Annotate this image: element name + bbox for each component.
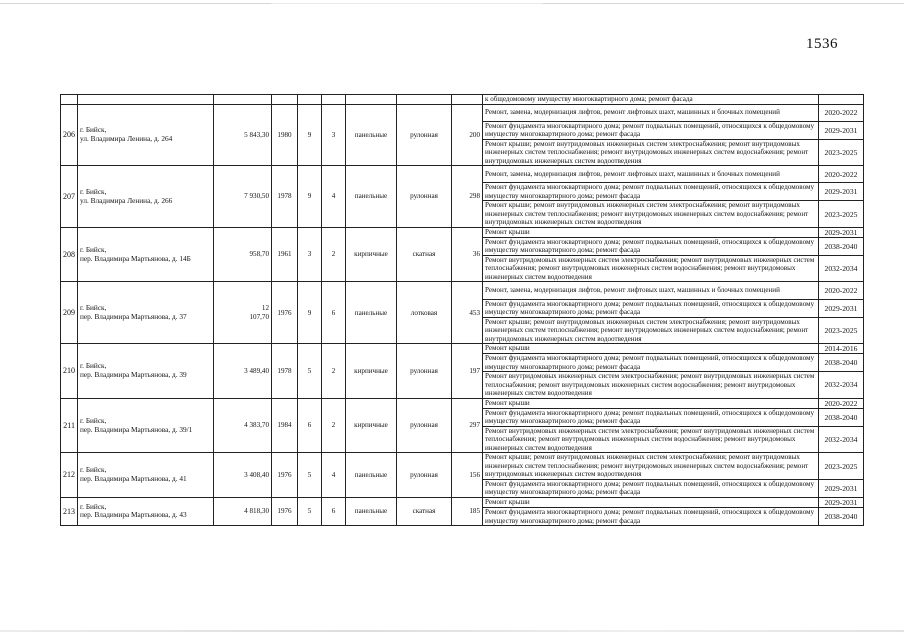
work-period: 2020-2022 [819, 398, 864, 408]
work-description: Ремонт, замена, модернизация лифтов, ремонт лифтовых шахт, машинных и блочных помещений [483, 166, 819, 183]
house-wall-material: панельные [346, 497, 397, 525]
house-year: 1980 [272, 104, 298, 166]
house-area: 7 930,50 [214, 166, 272, 228]
house-address: г. Бийск, пер. Владимира Мартьянова, д. 43 [78, 497, 214, 525]
cell-empty [61, 95, 78, 105]
work-period: 2020-2022 [819, 104, 864, 121]
house-wall-material: панельные [346, 166, 397, 228]
house-address: г. Бийск, пер. Владимира Мартьянова, д. 14Б [78, 227, 214, 282]
work-period: 2038-2040 [819, 237, 864, 255]
work-period: 2032-2034 [819, 426, 864, 453]
house-apartments: 197 [452, 344, 483, 399]
house-entrances: 6 [322, 497, 346, 525]
work-description: Ремонт крыши [483, 497, 819, 507]
cell-empty [298, 95, 322, 105]
cell-empty [397, 95, 452, 105]
house-number: 211 [61, 398, 78, 453]
house-area: 4 383,70 [214, 398, 272, 453]
work-description: Ремонт фундамента многоквартирного дома; ремонт подвальных помещений, относящихся к общедомовому имуществу многоквартирного дома; ремонт фасада [483, 508, 819, 526]
table-row [61, 344, 864, 354]
house-wall-material: панельные [346, 104, 397, 166]
work-description: Ремонт крыши; ремонт внутридомовых инженерных систем электроснабжения; ремонт внутридомовых инженерных систем теплоснабжения; ремонт внутридомовых инженерных систем водоснабжения; ремонт внутридомовых инженерных систем водоотведения [483, 317, 819, 344]
house-year: 1961 [272, 227, 298, 282]
house-apartments: 156 [452, 453, 483, 498]
work-period: 2038-2040 [819, 408, 864, 426]
table-row [61, 398, 864, 408]
house-area: 12 107,70 [214, 282, 272, 344]
house-floors: 9 [298, 104, 322, 166]
table-row [61, 497, 864, 507]
work-description: Ремонт внутридомовых инженерных систем электроснабжения; ремонт внутридомовых инженерных систем теплоснабжения; ремонт внутридомовых инженерных систем водоснабжения; ремонт внутридомовых инженерных систем водоотведения [483, 426, 819, 453]
work-description: Ремонт, замена, модернизация лифтов, ремонт лифтовых шахт, машинных и блочных помещений [483, 282, 819, 299]
house-entrances: 4 [322, 166, 346, 228]
work-description: Ремонт фундамента многоквартирного дома; ремонт подвальных помещений, относящихся к общедомовому имуществу многоквартирного дома; ремонт фасада [483, 121, 819, 139]
house-roof-type: лотковая [397, 282, 452, 344]
work-description: Ремонт крыши; ремонт внутридомовых инженерных систем электроснабжения; ремонт внутридомовых инженерных систем теплоснабжения; ремонт внутридомовых инженерных систем водоснабжения; ремонт внутридомовых инженерных систем водоотведения [483, 139, 819, 166]
work-period: 2038-2040 [819, 508, 864, 526]
work-description: Ремонт фундамента многоквартирного дома; ремонт подвальных помещений, относящихся к общедомовому имуществу многоквартирного дома; ремонт фасада [483, 408, 819, 426]
house-apartments: 36 [452, 227, 483, 282]
work-description: Ремонт внутридомовых инженерных систем электроснабжения; ремонт внутридомовых инженерных систем теплоснабжения; ремонт внутридомовых инженерных систем водоснабжения; ремонт внутридомовых инженерных систем водоотведения [483, 372, 819, 399]
house-floors: 6 [298, 398, 322, 453]
house-year: 1976 [272, 282, 298, 344]
work-period: 2014-2016 [819, 344, 864, 354]
house-area: 5 843,30 [214, 104, 272, 166]
house-year: 1978 [272, 344, 298, 399]
house-wall-material: кирпичные [346, 398, 397, 453]
house-wall-material: панельные [346, 282, 397, 344]
work-description: Ремонт крыши [483, 227, 819, 237]
work-period: 2020-2022 [819, 282, 864, 299]
house-apartments: 185 [452, 497, 483, 525]
work-period: 2032-2034 [819, 255, 864, 282]
house-roof-type: скатная [397, 227, 452, 282]
page-number: 1536 [806, 36, 838, 52]
work-period: 2029-2031 [819, 227, 864, 237]
table-row-continuation [61, 95, 864, 105]
table-body [61, 95, 864, 526]
work-description: Ремонт крыши; ремонт внутридомовых инженерных систем электроснабжения; ремонт внутридомовых инженерных систем теплоснабжения; ремонт внутридомовых инженерных систем водоснабжения; ремонт внутридомовых инженерных систем водоотведения [483, 453, 819, 480]
house-number: 207 [61, 166, 78, 228]
work-description: Ремонт фундамента многоквартирного дома; ремонт подвальных помещений, относящихся к общедомовому имуществу многоквартирного дома; ремонт фасада [483, 354, 819, 372]
house-year: 1984 [272, 398, 298, 453]
cell-empty [819, 95, 864, 105]
house-entrances: 6 [322, 282, 346, 344]
house-floors: 5 [298, 497, 322, 525]
work-period: 2029-2031 [819, 299, 864, 317]
work-description: Ремонт фундамента многоквартирного дома; ремонт подвальных помещений, относящихся к общедомовому имуществу многоквартирного дома; ремонт фасада [483, 237, 819, 255]
house-entrances: 2 [322, 227, 346, 282]
house-number: 206 [61, 104, 78, 166]
house-floors: 3 [298, 227, 322, 282]
cell-empty [452, 95, 483, 105]
table-row [61, 104, 864, 121]
house-area: 3 408,40 [214, 453, 272, 498]
house-address: г. Бийск, пер. Владимира Мартьянова, д. 39/1 [78, 398, 214, 453]
work-description: к общедомовому имуществу многоквартирного дома; ремонт фасада [483, 95, 819, 105]
work-period: 2020-2022 [819, 166, 864, 183]
house-area: 4 818,30 [214, 497, 272, 525]
house-apartments: 298 [452, 166, 483, 228]
house-entrances: 2 [322, 398, 346, 453]
work-period: 2029-2031 [819, 183, 864, 201]
work-period: 2023-2025 [819, 139, 864, 166]
house-roof-type: рулонная [397, 104, 452, 166]
house-apartments: 297 [452, 398, 483, 453]
cell-empty [272, 95, 298, 105]
house-roof-type: рулонная [397, 344, 452, 399]
work-description: Ремонт фундамента многоквартирного дома; ремонт подвальных помещений, относящихся к общедомовому имуществу многоквартирного дома; ремонт фасада [483, 479, 819, 497]
house-number: 209 [61, 282, 78, 344]
work-period: 2038-2040 [819, 354, 864, 372]
scan-bottom-edge [0, 630, 904, 632]
work-description: Ремонт крыши [483, 398, 819, 408]
cell-empty [322, 95, 346, 105]
house-wall-material: кирпичные [346, 227, 397, 282]
work-period: 2023-2025 [819, 453, 864, 480]
house-floors: 5 [298, 344, 322, 399]
work-period: 2029-2031 [819, 497, 864, 507]
house-year: 1976 [272, 453, 298, 498]
house-address: г. Бийск, пер. Владимира Мартьянова, д. 37 [78, 282, 214, 344]
house-floors: 9 [298, 282, 322, 344]
work-period: 2023-2025 [819, 317, 864, 344]
house-entrances: 2 [322, 344, 346, 399]
house-entrances: 4 [322, 453, 346, 498]
house-wall-material: кирпичные [346, 344, 397, 399]
table-row [61, 227, 864, 237]
table-row [61, 166, 864, 183]
work-period: 2029-2031 [819, 121, 864, 139]
scan-top-edge [0, 3, 904, 4]
house-area: 3 489,40 [214, 344, 272, 399]
work-description: Ремонт крыши; ремонт внутридомовых инженерных систем электроснабжения; ремонт внутридомовых инженерных систем теплоснабжения; ремонт внутридомовых инженерных систем водоснабжения; ремонт внутридомовых инженерных систем водоотведения [483, 201, 819, 228]
house-roof-type: рулонная [397, 398, 452, 453]
house-address: г. Бийск, пер. Владимира Мартьянова, д. 41 [78, 453, 214, 498]
house-year: 1976 [272, 497, 298, 525]
house-number: 212 [61, 453, 78, 498]
house-address: г. Бийск, ул. Владимира Ленина, д. 264 [78, 104, 214, 166]
cell-empty [214, 95, 272, 105]
house-entrances: 3 [322, 104, 346, 166]
table-row [61, 282, 864, 299]
house-wall-material: панельные [346, 453, 397, 498]
house-address: г. Бийск, пер. Владимира Мартьянова, д. 39 [78, 344, 214, 399]
house-floors: 5 [298, 453, 322, 498]
house-year: 1978 [272, 166, 298, 228]
house-number: 208 [61, 227, 78, 282]
work-description: Ремонт фундамента многоквартирного дома; ремонт подвальных помещений, относящихся к общедомовому имуществу многоквартирного дома; ремонт фасада [483, 183, 819, 201]
cell-empty [346, 95, 397, 105]
house-address: г. Бийск, ул. Владимира Ленина, д. 266 [78, 166, 214, 228]
house-number: 210 [61, 344, 78, 399]
work-description: Ремонт фундамента многоквартирного дома; ремонт подвальных помещений, относящихся к общедомовому имуществу многоквартирного дома; ремонт фасада [483, 299, 819, 317]
cell-empty [78, 95, 214, 105]
table-row [61, 453, 864, 480]
work-period: 2032-2034 [819, 372, 864, 399]
house-roof-type: рулонная [397, 453, 452, 498]
house-apartments: 453 [452, 282, 483, 344]
house-apartments: 200 [452, 104, 483, 166]
work-period: 2029-2031 [819, 479, 864, 497]
work-description: Ремонт, замена, модернизация лифтов, ремонт лифтовых шахт, машинных и блочных помещений [483, 104, 819, 121]
work-description: Ремонт внутридомовых инженерных систем электроснабжения; ремонт внутридомовых инженерных систем теплоснабжения; ремонт внутридомовых инженерных систем водоснабжения; ремонт внутридомовых инженерных систем водоотведения [483, 255, 819, 282]
house-area: 958,70 [214, 227, 272, 282]
work-period: 2023-2025 [819, 201, 864, 228]
house-floors: 9 [298, 166, 322, 228]
house-roof-type: рулонная [397, 166, 452, 228]
house-number: 213 [61, 497, 78, 525]
work-description: Ремонт крыши [483, 344, 819, 354]
house-roof-type: скатная [397, 497, 452, 525]
capital-repair-table [60, 94, 864, 526]
